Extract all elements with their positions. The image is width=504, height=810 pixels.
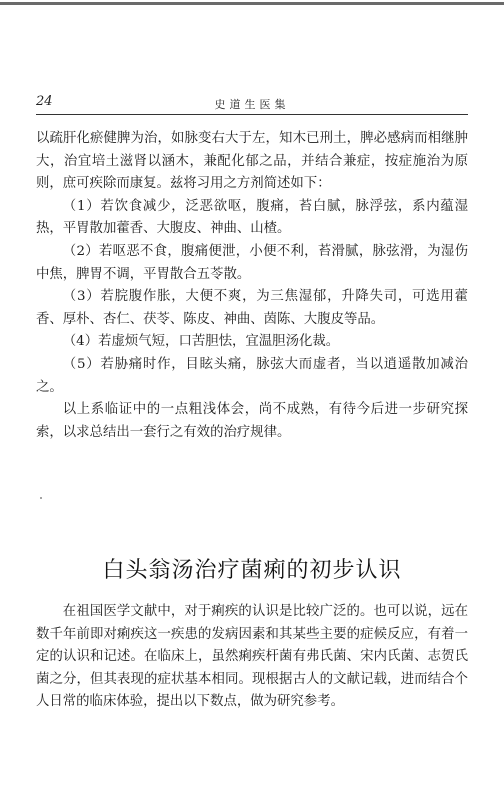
article-title: 白头翁汤治疗菌痢的初步认识	[102, 558, 402, 583]
page-header	[36, 92, 468, 115]
previous-article-conclusion	[36, 128, 468, 444]
page-number: 24	[36, 94, 53, 109]
article-body	[36, 601, 468, 714]
closing-paragraph: 以上系临证中的一点粗浅体会，尚不成熟，有待今后进一步研究探索，以求总结出一套行之有效的治疗规律。	[36, 402, 468, 440]
scan-speck	[40, 497, 42, 499]
prescription-item-4: （4）若虚烦气短，口苦胆怯，宜温胆汤化裁。	[62, 334, 340, 350]
running-title: 史道生医集	[214, 98, 290, 111]
prescription-item-2: （2）若呕恶不食，腹痛便泄，小便不利，苔滑腻，脉弦滑，为湿伤中焦，脾胃不调，平胃散合五苓散。	[36, 243, 468, 282]
prescription-item-1: （1）若饮食减少，泛恶欲呕，腹痛，苔白腻，脉浮弦，系内蕴湿热，平胃散加藿香、大腹皮、神曲、山楂。	[36, 198, 468, 237]
top-border-rule	[0, 2, 504, 5]
prescription-item-3: （3）若脘腹作胀，大便不爽，为三焦湿郁，升降失司，可选用藿香、厚朴、杏仁、茯苓、陈皮、神曲、茵陈、大腹皮等品。	[36, 289, 468, 327]
article-intro-paragraph: 在祖国医学文献中，对于痢疾的认识是比较广泛的。也可以说，远在数千年前即对痢疾这一疾患的发病因素和其某些主要的症候反应，有着一定的认识和记述。在临床上，虽然痢疾杆菌有弗氏菌、宋内氏菌、志贺氏菌之分，但其表现的症状基本相同。现根据古人的文献记载，进而结合个人日常的临床体验，提出以下数点，做为研究参考。	[36, 604, 468, 710]
prescription-item-5: （5）若胁痛时作，目眩头痛，脉弦大而虚者，当以逍遥散加减治之。	[36, 356, 468, 395]
body-paragraph: 以疏肝化瘀健脾为治，如脉变右大于左，知木已刑土，脾必感病而相继肿大，治宜培土滋肾以涵木，兼配化郁之品，并结合兼症，按症施治为原则，庶可疾除而康复。兹将习用之方剂简述如下：	[36, 131, 468, 192]
